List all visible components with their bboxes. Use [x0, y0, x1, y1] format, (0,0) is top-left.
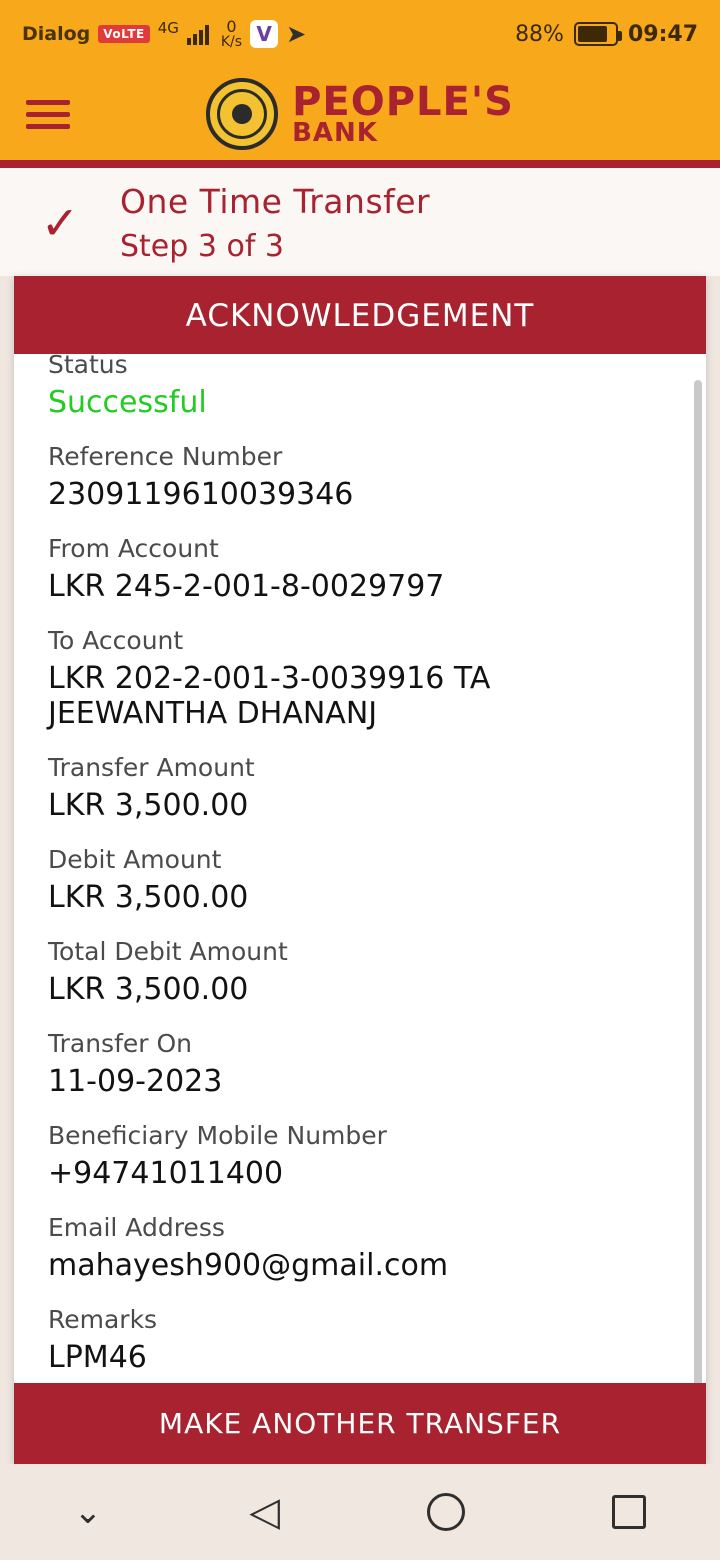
- field-label: Beneficiary Mobile Number: [48, 1121, 387, 1150]
- card-title: ACKNOWLEDGEMENT: [14, 276, 706, 354]
- field-label: Status: [48, 354, 128, 379]
- bank-emblem-icon: [206, 78, 278, 150]
- step-indicator: Step 3 of 3: [120, 229, 285, 264]
- field-value: LKR 202-2-001-3-0039916 TA JEEWANTHA DHANANJ: [48, 661, 491, 731]
- app-header: [0, 68, 720, 160]
- recent-apps-icon[interactable]: [612, 1495, 646, 1529]
- card-body[interactable]: [14, 354, 706, 1383]
- check-icon: ✓: [40, 196, 80, 250]
- hide-keyboard-icon[interactable]: ⌄: [73, 1492, 103, 1532]
- step-header: [0, 168, 720, 276]
- field-value: LKR 3,500.00: [48, 788, 249, 823]
- field-value: LKR 245-2-001-8-0029797: [48, 569, 445, 604]
- list-item: [48, 731, 672, 823]
- signal-bars-icon: [187, 23, 209, 45]
- system-navigation-bar: [0, 1464, 720, 1560]
- list-item: [48, 823, 672, 915]
- battery-percent-label: 88%: [515, 21, 564, 47]
- network-type-label: 4G: [157, 19, 179, 37]
- list-item: [48, 1099, 672, 1191]
- bank-logo: [0, 68, 720, 160]
- field-label: Transfer Amount: [48, 753, 255, 782]
- field-label: Email Address: [48, 1213, 225, 1242]
- status-bar: [0, 0, 720, 68]
- battery-icon: [574, 22, 618, 46]
- brand-line-2: BANK: [292, 117, 378, 148]
- header-divider: [0, 160, 720, 168]
- list-item: [48, 420, 672, 512]
- field-label: Debit Amount: [48, 845, 222, 874]
- field-label: To Account: [48, 626, 184, 655]
- list-item: [48, 1191, 672, 1283]
- volte-badge: VoLTE: [98, 25, 149, 43]
- network-speed-unit: K/s: [220, 34, 243, 50]
- field-label: Transfer On: [48, 1029, 192, 1058]
- field-label: Total Debit Amount: [48, 937, 288, 966]
- field-label: Remarks: [48, 1305, 158, 1334]
- field-value: Successful: [48, 385, 207, 420]
- make-another-transfer-button[interactable]: MAKE ANOTHER TRANSFER: [14, 1383, 706, 1464]
- list-item: [48, 1007, 672, 1099]
- field-label: Reference Number: [48, 442, 283, 471]
- field-value: 11-09-2023: [48, 1064, 223, 1099]
- back-icon[interactable]: ◁: [249, 1489, 281, 1535]
- list-item: [48, 512, 672, 604]
- vertical-scrollbar[interactable]: [694, 380, 702, 1383]
- field-value: mahayesh900@gmail.com: [48, 1248, 449, 1283]
- menu-icon[interactable]: [26, 93, 70, 136]
- list-item: [48, 915, 672, 1007]
- field-value: 2309119610039346: [48, 477, 354, 512]
- home-icon[interactable]: [427, 1493, 465, 1531]
- clock-label: 09:47: [627, 21, 698, 47]
- field-label: From Account: [48, 534, 219, 563]
- network-speed-value: 0: [226, 17, 237, 36]
- status-bar-left: [22, 19, 515, 49]
- field-value: +94741011400: [48, 1156, 284, 1191]
- page-title: One Time Transfer: [120, 182, 431, 221]
- carrier-label: Dialog: [22, 23, 91, 45]
- brand-line-1: PEOPLE'S: [292, 78, 514, 125]
- app-notification-icon: V: [250, 20, 278, 48]
- list-item: [48, 354, 672, 420]
- list-item: [48, 1283, 672, 1375]
- brand-wordmark: [292, 78, 514, 148]
- step-text: [120, 182, 430, 264]
- field-value: LKR 3,500.00: [48, 880, 249, 915]
- field-value: LKR 3,500.00: [48, 972, 249, 1007]
- list-item: [48, 604, 672, 731]
- acknowledgement-card: [14, 276, 706, 1464]
- telegram-icon: ➤: [286, 20, 307, 48]
- field-value: LPM46: [48, 1340, 147, 1375]
- fields-list: [48, 354, 672, 1375]
- network-speed: [221, 19, 242, 49]
- status-bar-right: [515, 22, 698, 47]
